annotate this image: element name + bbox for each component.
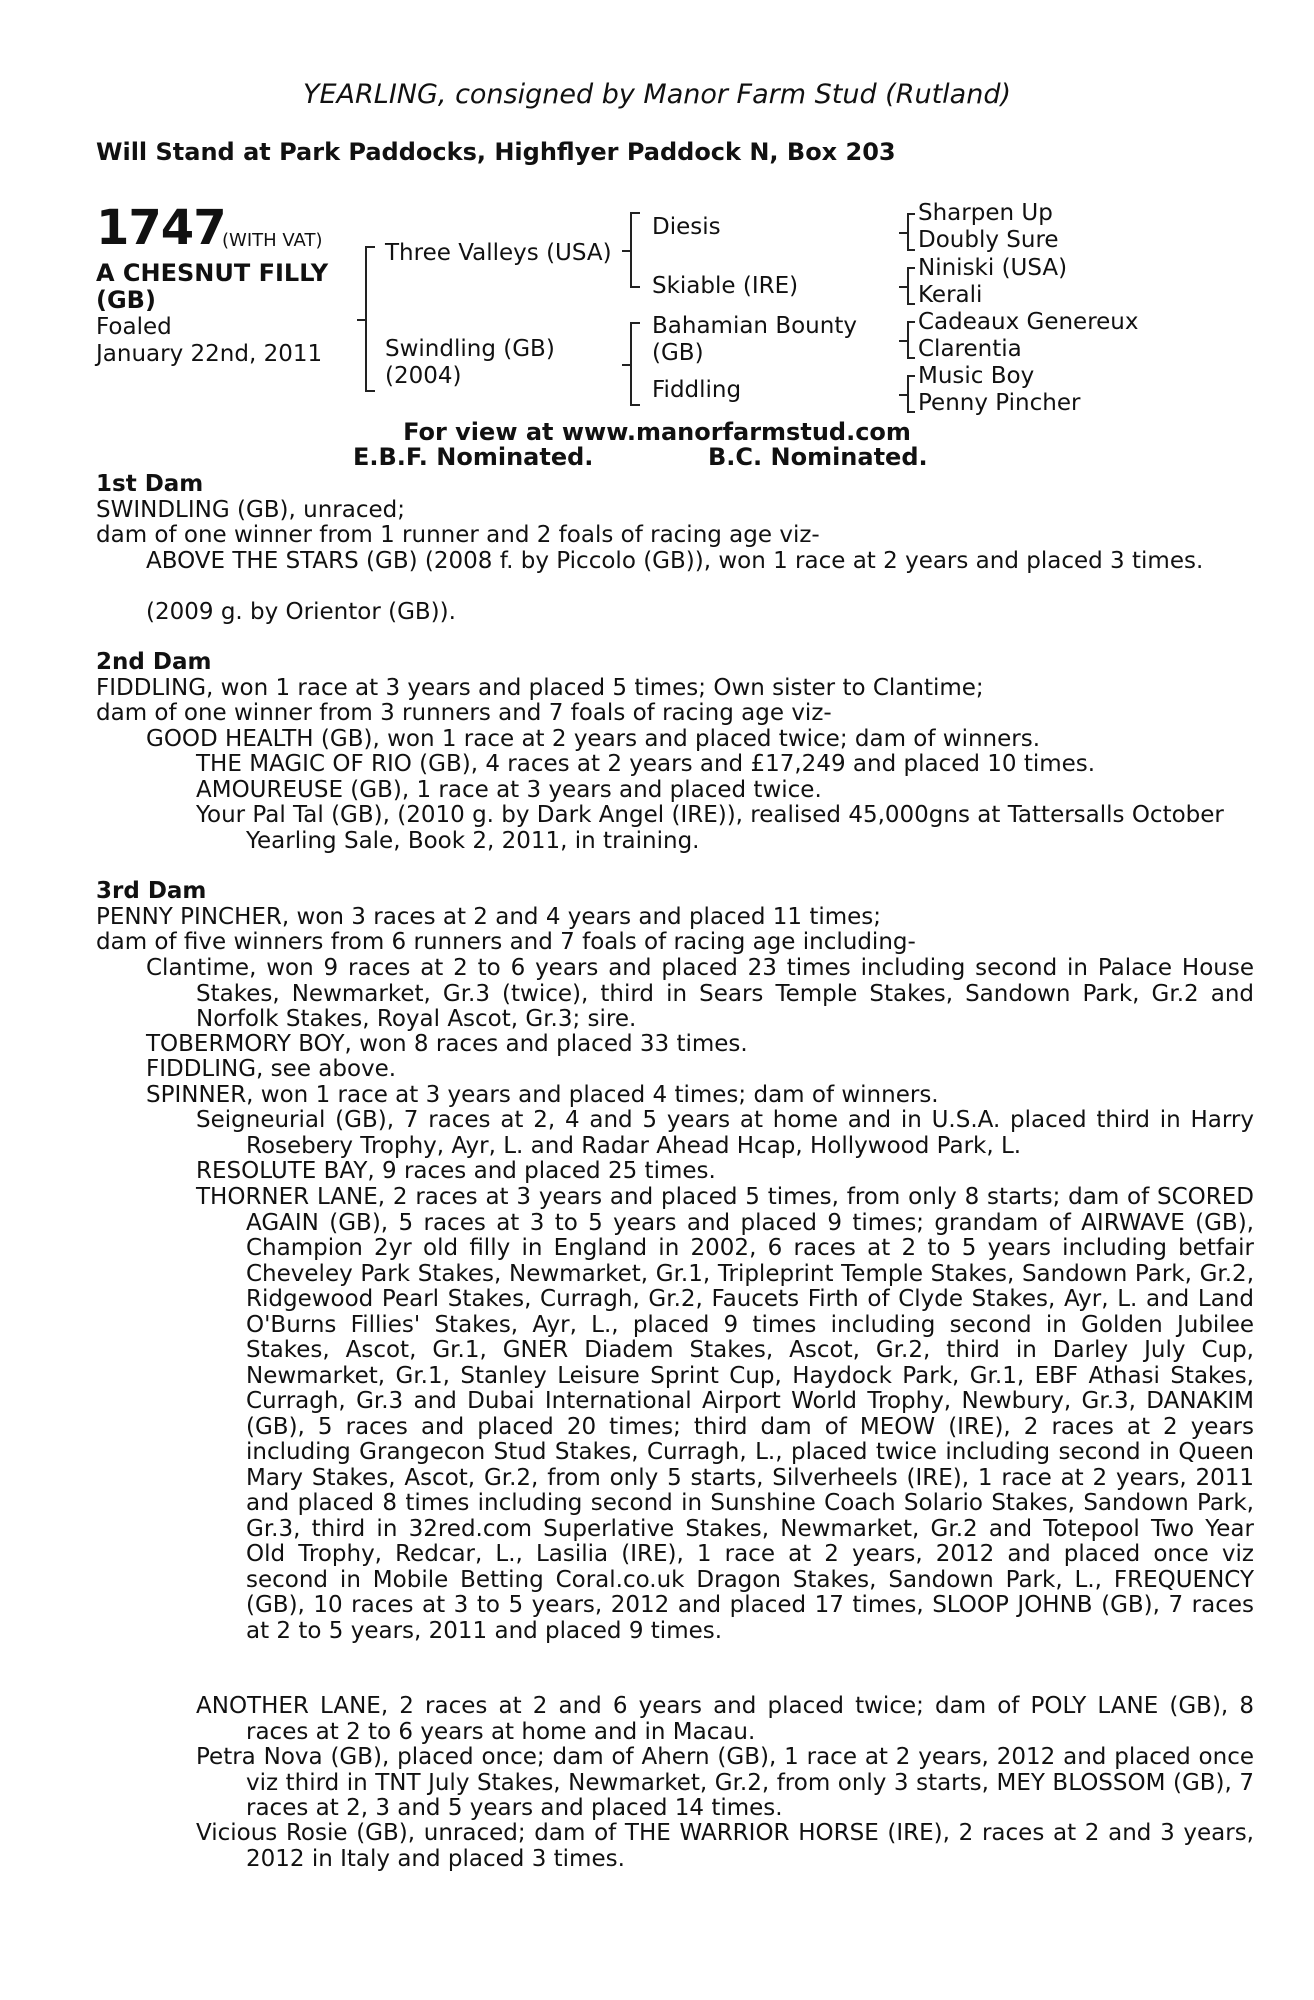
pedigree-gg5: Cadeaux Genereux <box>918 309 1139 335</box>
third-dam-heading: 3rd Dam <box>96 878 207 904</box>
first-dam-heading: 1st Dam <box>96 471 204 497</box>
third-dam-descendant: Vicious Rosie (GB), unraced; dam of THE WARRIOR HORSE (IRE), 2 races at 2 and 3 years, 2012 in Italy and placed 3 times. <box>196 1820 1254 1872</box>
pedigree-gg4: Kerali <box>918 282 983 308</box>
second-dam-heading: 2nd Dam <box>96 649 212 675</box>
third-dam-produce: Clantime, won 9 races at 2 to 6 years and placed 23 times including second in Palace House Stakes, Newmarket, Gr.3 (twice), third in Sears Temple Stakes, Sandown Park, Gr.2 and Norfolk Stakes, Royal Ascot, Gr.3; sire. <box>146 955 1254 1032</box>
third-dam-descendant: THORNER LANE, 2 races at 3 years and placed 5 times, from only 8 starts; dam of SCORED AGAIN (GB), 5 races at 3 to 5 years and placed 9 times; grandam of AIRWAVE (GB), Champion 2yr old filly in England in 2002, 6 races at 2 to 5 years including betfair Cheveley Park Stakes, Newmarket, Gr.1, Tripleprint Temple Stakes, Sandown Park, Gr.2, Ridgewood Pearl Stakes, Curragh, Gr.2, Faucets Firth of Clyde Stakes, Ayr, L. and Land O'Burns Fillies' Stakes, Ayr, L., placed 9 times including second in Golden Jubilee Stakes, Ascot, Gr.1, GNER Diadem Stakes, Ascot, Gr.2, third in Darley July Cup, Newmarket, Gr.1, Stanley Leisure Sprint Cup, Haydock Park, Gr.1, EBF Athasi Stakes, Curragh, Gr.3 and Dubai International Airport World Trophy, Newbury, Gr.3, DANAKIM (GB), 5 races and placed 20 times; third dam of MEOW (IRE), 2 races at 2 years including Grangecon Stud Stakes, Curragh, L., placed twice including second in Queen Mary Stakes, Ascot, Gr.2, from only 5 starts, Silverheels (IRE), 1 race at 2 years, 2011 and placed 8 times including second in Sunshine Coach Solario Stakes, Sandown Park, Gr.3, third in 32red.com Superlative Stakes, Newmarket, Gr.2 and Totepool Two Year Old Trophy, Redcar, L., Lasilia (IRE), 1 race at 2 years, 2012 and placed once viz second in Mobile Betting Coral.co.uk Dragon Stakes, Sandown Park, L., FREQUENCY (GB), 10 races at 3 to 5 years, 2012 and placed 17 times, SLOOP JOHNB (GB), 7 races at 2 to 5 years, 2011 and placed 9 times. <box>196 1184 1254 1644</box>
pedigree-dam: Swindling (GB) (2004) <box>385 336 555 389</box>
third-dam-descendant: RESOLUTE BAY, 9 races and placed 25 times. <box>196 1158 716 1184</box>
pedigree-gg7: Music Boy <box>918 363 1035 389</box>
pedigree-gg1: Sharpen Up <box>918 200 1053 226</box>
lot-number: 1747 <box>96 200 226 256</box>
ebf-nominated: E.B.F. Nominated. <box>353 443 594 471</box>
pedigree-gg8: Penny Pincher <box>918 390 1081 416</box>
gg-brace-1 <box>907 213 915 251</box>
first-dam-line: dam of one winner from 1 runner and 2 foals of racing age viz- <box>96 522 820 548</box>
gg-brace-3 <box>907 321 915 359</box>
third-dam-produce: TOBERMORY BOY, won 8 races and placed 33 times. <box>146 1031 748 1057</box>
first-dam-produce: (2009 g. by Orientor (GB)). <box>146 599 456 625</box>
pedigree-gg3: Niniski (USA) <box>918 255 1068 281</box>
pedigree-brace-dam <box>630 322 640 406</box>
third-dam-line: PENNY PINCHER, won 3 races at 2 and 4 years and placed 11 times; <box>96 904 882 930</box>
pedigree-brace-main <box>365 246 375 392</box>
gg-brace-2 <box>907 267 915 305</box>
pedigree-gg2: Doubly Sure <box>918 227 1059 253</box>
pedigree-sire-dam: Skiable (IRE) <box>652 273 799 299</box>
foal-date: January 22nd, 2011 <box>96 341 323 367</box>
pedigree-gg6: Clarentia <box>918 336 1022 362</box>
second-dam-produce: AMOUREUSE (GB), 1 race at 3 years and placed twice. <box>196 777 822 803</box>
pedigree-sire-sire: Diesis <box>652 214 721 240</box>
third-dam-produce: FIDDLING, see above. <box>146 1056 397 1082</box>
second-dam-produce: Your Pal Tal (GB), (2010 g. by Dark Angel (IRE)), realised 45,000gns at Tattersalls October Yearling Sale, Book 2, 2011, in training. <box>196 802 1224 854</box>
second-dam-produce: GOOD HEALTH (GB), won 1 race at 2 years and placed twice; dam of winners. <box>146 726 1041 752</box>
third-dam-descendant: Seigneurial (GB), 7 races at 2, 4 and 5 years at home and in U.S.A. placed third in Harry Rosebery Trophy, Ayr, L. and Radar Ahead Hcap, Hollywood Park, L. <box>196 1107 1254 1159</box>
lot-name <box>96 260 328 368</box>
view-note: For view at www.manorfarmstud.com <box>403 418 911 446</box>
stand-location: Will Stand at Park Paddocks, Highflyer Paddock N, Box 203 <box>96 138 896 166</box>
pedigree-dam-sire: Bahamian Bounty (GB) <box>652 313 857 366</box>
gg-brace-4 <box>907 375 915 413</box>
third-dam-descendant: ANOTHER LANE, 2 races at 2 and 6 years and placed twice; dam of POLY LANE (GB), 8 races at 2 to 6 years at home and in Macau. <box>196 1693 1254 1745</box>
lot-name-line1: A CHESNUT FILLY <box>96 259 329 287</box>
third-dam-line: dam of five winners from 6 runners and 7 foals of racing age including- <box>96 929 916 955</box>
first-dam-produce: ABOVE THE STARS (GB) (2008 f. by Piccolo (GB)), won 1 race at 2 years and placed 3 times. <box>146 548 1204 574</box>
second-dam-line: dam of one winner from 3 runners and 7 foals of racing age viz- <box>96 700 832 726</box>
first-dam-line: SWINDLING (GB), unraced; <box>96 497 405 523</box>
third-dam-produce: SPINNER, won 1 race at 3 years and placed 4 times; dam of winners. <box>146 1082 939 1108</box>
pedigree-sire: Three Valleys (USA) <box>385 240 612 266</box>
second-dam-line: FIDDLING, won 1 race at 3 years and placed 5 times; Own sister to Clantime; <box>96 675 984 701</box>
consignment-line: YEARLING, consigned by Manor Farm Stud (Rutland) <box>303 79 1011 110</box>
second-dam-produce: THE MAGIC OF RIO (GB), 4 races at 2 years and £17,249 and placed 10 times. <box>196 751 1096 777</box>
pedigree-brace-sire <box>630 212 640 288</box>
foaled-label: Foaled <box>96 314 172 340</box>
bc-nominated: B.C. Nominated. <box>708 443 928 471</box>
lot-name-line2: (GB) <box>96 286 156 314</box>
vat-note: (WITH VAT) <box>222 230 323 251</box>
pedigree-dam-dam: Fiddling <box>652 377 742 403</box>
third-dam-descendant: Petra Nova (GB), placed once; dam of Ahern (GB), 1 race at 2 years, 2012 and placed once viz third in TNT July Stakes, Newmarket, Gr.2, from only 3 starts, MEY BLOSSOM (GB), 7 races at 2, 3 and 5 years and placed 14 times. <box>196 1744 1254 1821</box>
